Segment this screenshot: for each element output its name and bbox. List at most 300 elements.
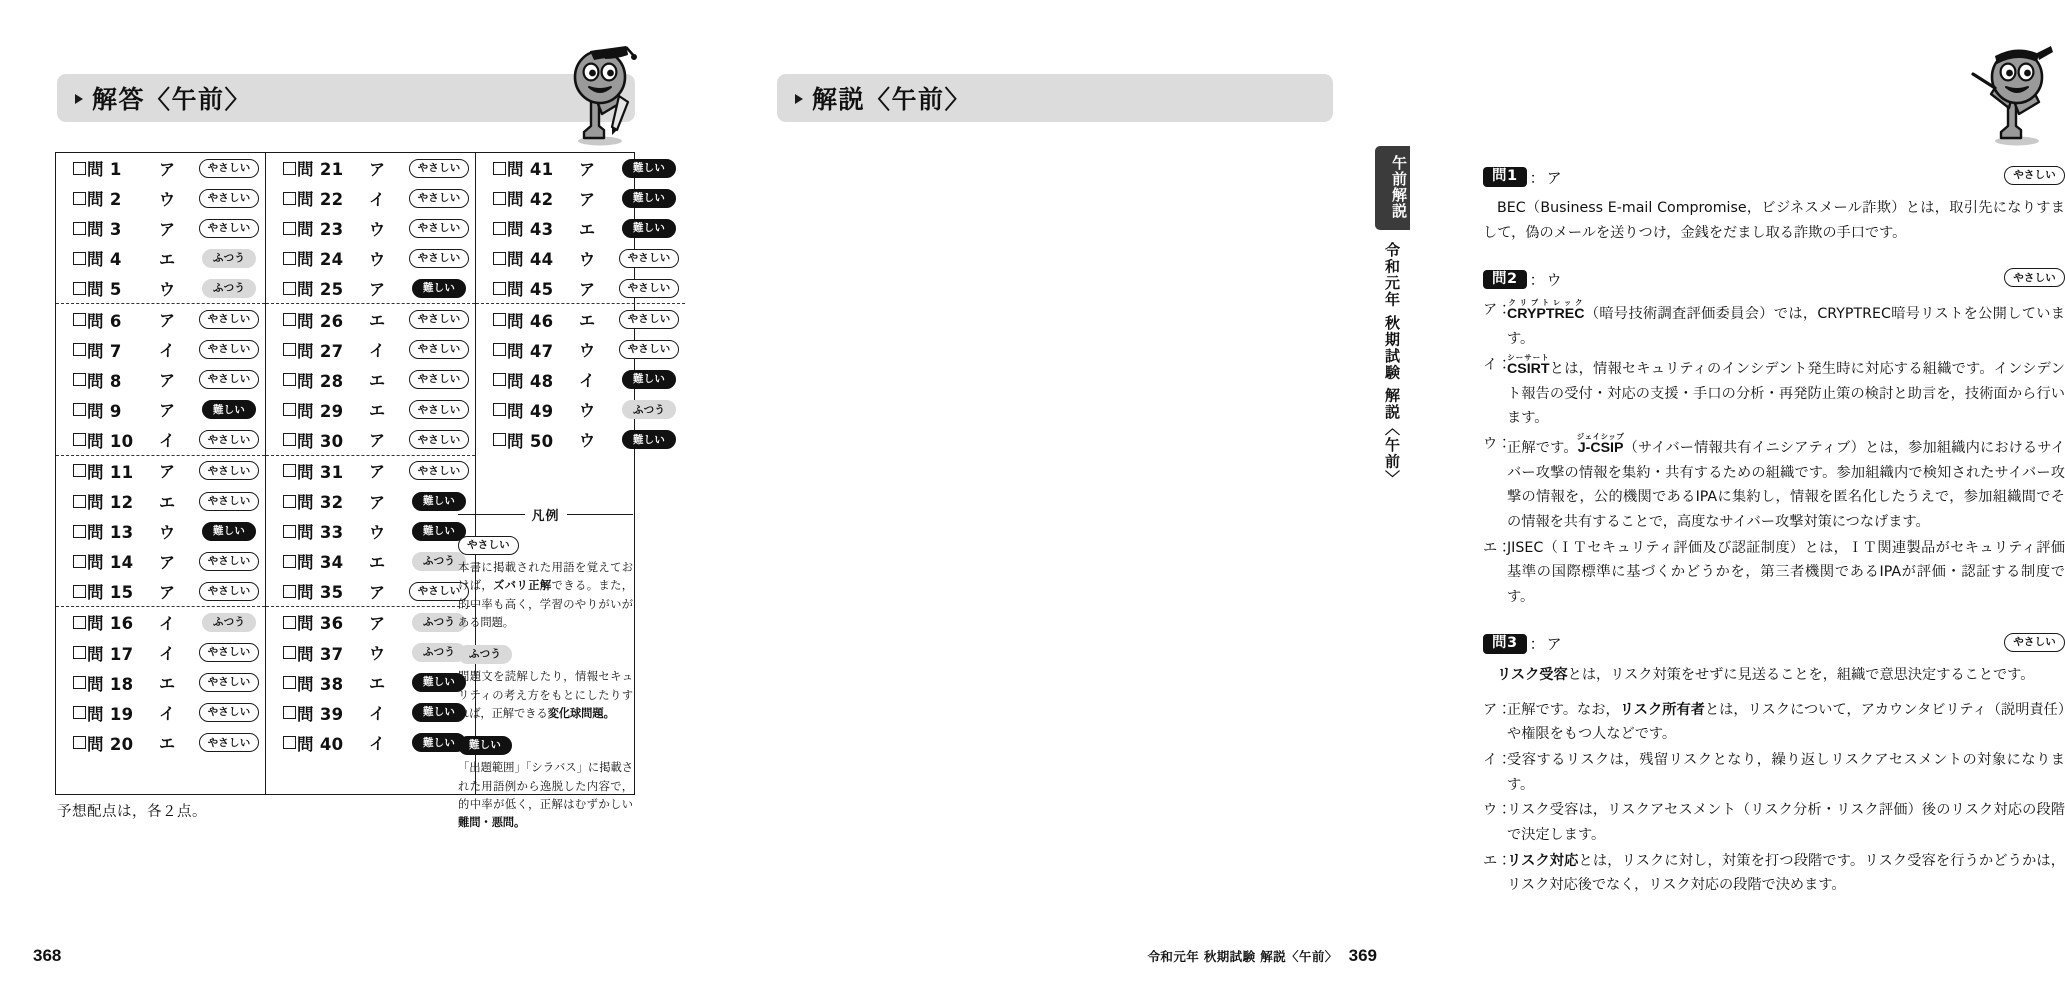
answer-checkbox[interactable] — [493, 282, 506, 295]
answer-checkbox[interactable] — [493, 433, 506, 446]
legend-difficulty-badge: 難しい — [458, 736, 512, 755]
answer-row — [56, 213, 265, 243]
answer-row — [266, 728, 475, 758]
question-number: 問 3 — [87, 220, 122, 240]
answer-checkbox[interactable] — [73, 706, 86, 719]
answer-letter: エ — [368, 674, 385, 694]
answer-letter: エ — [578, 311, 595, 331]
choice-marker: ア： — [1483, 302, 1512, 319]
difficulty-badge: 難しい — [412, 733, 466, 752]
answer-checkbox[interactable] — [493, 252, 506, 265]
question-number: 問 50 — [507, 431, 554, 451]
answer-checkbox[interactable] — [283, 222, 296, 235]
difficulty-badge: やさしい — [199, 673, 260, 692]
answer-checkbox[interactable] — [73, 192, 86, 205]
answer-checkbox[interactable] — [73, 646, 86, 659]
answer-checkbox[interactable] — [73, 736, 86, 749]
choice-marker: ウ： — [1483, 802, 1512, 819]
answer-row — [56, 425, 265, 455]
explanation-block — [1483, 632, 2065, 898]
question-number: 問 15 — [87, 583, 134, 603]
question-number: 問 19 — [87, 704, 134, 724]
explanation-header — [1483, 267, 2065, 291]
difficulty-badge: やさしい — [199, 733, 260, 752]
answer-checkbox[interactable] — [283, 282, 296, 295]
question-number: 問 31 — [297, 462, 344, 482]
difficulty-badge: 難しい — [412, 673, 466, 692]
answer-block — [56, 153, 265, 303]
difficulty-badge-wrap — [613, 340, 685, 359]
answer-checkbox[interactable] — [493, 343, 506, 356]
answer-checkbox[interactable] — [73, 222, 86, 235]
choice-text: リスク受容は，リスクアセスメント（リスク分析・リスク評価）後のリスク対応の段階で決定します。 — [1507, 802, 2065, 844]
question-number: 問 21 — [297, 160, 344, 180]
difficulty-badge: やさしい — [199, 310, 260, 329]
answer-letter: ア — [368, 613, 385, 633]
answer-checkbox[interactable] — [493, 162, 506, 175]
folio-left: 368 — [33, 946, 62, 965]
difficulty-badge-wrap — [403, 249, 475, 268]
answer-row — [56, 456, 265, 486]
answer-checkbox[interactable] — [73, 616, 86, 629]
answer-checkbox[interactable] — [283, 343, 296, 356]
question-number: 問 5 — [87, 280, 122, 300]
answer-block — [476, 153, 685, 303]
correct-answer-letter: ウ — [1546, 270, 1562, 289]
question-number: 問 42 — [507, 190, 554, 210]
question-number: 問 10 — [87, 431, 134, 451]
choice-marker: エ： — [1483, 539, 1512, 556]
difficulty-badge: 難しい — [622, 370, 676, 389]
answer-row — [266, 395, 475, 425]
answer-checkbox[interactable] — [73, 403, 86, 416]
answer-row — [56, 365, 265, 395]
explanation-lead-paragraph: BEC（Business E-mail Compromise，ビジネスメール詐欺）とは，取引先になりすまして，偽のメールを送りつけ，金銭をだまし取る詐欺の手口です。 — [1483, 200, 2065, 241]
legend-heading — [458, 505, 633, 524]
answer-letter: ウ — [578, 249, 595, 269]
difficulty-badge-wrap — [403, 279, 475, 298]
legend-box — [458, 505, 633, 843]
explanation-choice — [1483, 353, 2065, 431]
answer-letter: イ — [158, 613, 175, 633]
explanation-block — [1483, 267, 2065, 609]
explanation-header — [1483, 165, 2065, 189]
choice-text: CRYPTRECクリプトレック（暗号技術調査評価委員会）では，CRYPTREC暗号リストを公開しています。 — [1507, 298, 2065, 348]
answer-row — [266, 486, 475, 516]
answer-letter: ア — [158, 582, 175, 602]
answer-checkbox[interactable] — [283, 616, 296, 629]
difficulty-badge: やさしい — [619, 340, 680, 359]
difficulty-badge: やさしい — [409, 310, 470, 329]
difficulty-badge: 難しい — [412, 279, 466, 298]
answer-checkbox[interactable] — [493, 403, 506, 416]
question-tag: 問3 — [1483, 634, 1527, 654]
answer-row — [476, 273, 685, 303]
difficulty-badge: 難しい — [412, 522, 466, 541]
answer-checkbox[interactable] — [283, 495, 296, 508]
difficulty-badge-wrap — [403, 189, 475, 208]
legend-rule-left — [458, 514, 525, 515]
legend-item-text: 本書に掲載された用語を覚えておけば，ズバリ正解できる。また，的中率も高く，学習のやりがいがある問題。 — [458, 560, 633, 629]
answer-checkbox[interactable] — [73, 162, 86, 175]
answer-letter: ウ — [578, 341, 595, 361]
answer-row — [56, 273, 265, 303]
answer-row — [56, 576, 265, 606]
answer-checkbox[interactable] — [73, 282, 86, 295]
difficulty-badge-wrap — [613, 159, 685, 178]
question-number: 問 11 — [87, 462, 134, 482]
difficulty-badge: 難しい — [622, 189, 676, 208]
answer-checkbox[interactable] — [493, 373, 506, 386]
answer-letter: エ — [368, 311, 385, 331]
question-number: 問 4 — [87, 250, 122, 270]
explanation-choice — [1483, 698, 2065, 747]
side-tab-exam-label: 令和元年 秋期試験 解説〈午前〉 — [1383, 242, 1401, 487]
difficulty-badge: やさしい — [409, 249, 470, 268]
difficulty-badge-wrap — [403, 159, 475, 178]
explanation-difficulty-badge: やさしい — [2004, 633, 2065, 652]
answer-checkbox[interactable] — [73, 676, 86, 689]
difficulty-badge-wrap — [193, 552, 265, 571]
answer-letter: エ — [368, 401, 385, 421]
right-page — [705, 0, 2065, 1000]
question-number: 問 40 — [297, 734, 344, 754]
question-number: 問 37 — [297, 644, 344, 664]
answer-letter: ア — [158, 552, 175, 572]
explanation-block — [1483, 165, 2065, 245]
answer-letter: ア — [368, 279, 385, 299]
answer-row — [56, 728, 265, 758]
answer-checkbox[interactable] — [283, 373, 296, 386]
answer-letter: エ — [158, 734, 175, 754]
difficulty-badge-wrap — [193, 733, 265, 752]
answer-letter: イ — [158, 644, 175, 664]
difficulty-badge: やさしい — [619, 279, 680, 298]
answer-checkbox[interactable] — [283, 646, 296, 659]
left-page — [0, 0, 705, 1000]
question-number: 問 33 — [297, 523, 344, 543]
answer-row — [266, 365, 475, 395]
difficulty-badge-wrap — [403, 340, 475, 359]
answer-letter: ア — [368, 462, 385, 482]
answer-letter: エ — [158, 249, 175, 269]
answer-letter: ア — [158, 311, 175, 331]
answer-checkbox[interactable] — [73, 373, 86, 386]
legend-rule-right — [567, 514, 634, 515]
question-number: 問 25 — [297, 280, 344, 300]
difficulty-badge-wrap — [193, 522, 265, 541]
difficulty-badge-wrap — [193, 400, 265, 419]
answer-checkbox[interactable] — [283, 706, 296, 719]
question-number: 問 28 — [297, 371, 344, 391]
answer-checkbox[interactable] — [283, 252, 296, 265]
answer-letter: イ — [578, 371, 595, 391]
difficulty-badge: やさしい — [199, 552, 260, 571]
difficulty-badge-wrap — [193, 340, 265, 359]
answer-row — [56, 668, 265, 698]
difficulty-badge-wrap — [193, 461, 265, 480]
legend-item-text: 「出題範囲」「シラバス」に掲載された用語例から逸脱した内容で，的中率が低く，正解はむずかしい難問・悪問。 — [458, 761, 633, 830]
answer-letter: ウ — [158, 189, 175, 209]
question-number: 問 1 — [87, 160, 122, 180]
answer-letter: ア — [578, 159, 595, 179]
answer-letter: ア — [158, 462, 175, 482]
answer-row — [56, 395, 265, 425]
answer-checkbox[interactable] — [73, 495, 86, 508]
question-number: 問 45 — [507, 280, 554, 300]
answer-checkbox[interactable] — [73, 313, 86, 326]
answer-row — [266, 273, 475, 303]
answer-checkbox[interactable] — [283, 585, 296, 598]
answer-checkbox[interactable] — [283, 525, 296, 538]
difficulty-badge-wrap — [193, 189, 265, 208]
answer-row — [266, 516, 475, 546]
answer-letter: ア — [368, 431, 385, 451]
answer-row — [266, 304, 475, 334]
difficulty-badge: 難しい — [622, 430, 676, 449]
explanation-choice — [1483, 849, 2065, 898]
answer-row — [266, 183, 475, 213]
answer-checkbox[interactable] — [283, 555, 296, 568]
question-number: 問 27 — [297, 341, 344, 361]
legend-item — [458, 533, 633, 632]
difficulty-badge: やさしい — [619, 249, 680, 268]
difficulty-badge-wrap — [403, 400, 475, 419]
answer-checkbox[interactable] — [73, 525, 86, 538]
legend-difficulty-badge: ふつう — [458, 645, 512, 664]
mascot-headband-pointer-icon — [1967, 42, 2063, 147]
answer-letter: ア — [578, 279, 595, 299]
difficulty-badge-wrap — [613, 189, 685, 208]
difficulty-badge: やさしい — [409, 461, 470, 480]
difficulty-badge: やさしい — [199, 461, 260, 480]
answer-checkbox[interactable] — [283, 676, 296, 689]
answer-checkbox[interactable] — [73, 555, 86, 568]
choice-text: 正解です。なお，リスク所有者とは，リスクについて，アカウンタビリティ（説明責任）や権限をもつ人などです。 — [1507, 701, 2065, 743]
triangle-bullet-icon — [75, 94, 83, 104]
answer-row — [56, 486, 265, 516]
difficulty-badge-wrap — [613, 310, 685, 329]
explanation-lead-paragraph: リスク受容とは，リスク対策をせずに見送ることを，組織で意思決定することです。 — [1497, 666, 2035, 683]
choice-text: 正解です。J-CSIPジェイシップ（サイバー情報共有イニシアティブ）とは，参加組織内におけるサイバー攻撃の情報を集約・共有するための組織です。参加組織内で検知されたサイバー攻撃の情報を，公的機関であるIPAに集約し，情報を匿名化したうえで，参加組織間でその情報を共有することで，高度なサイバー攻撃対策につなげます。 — [1507, 431, 2065, 531]
question-tag: 問1 — [1483, 167, 1527, 187]
answer-row — [266, 425, 475, 455]
answer-row — [476, 304, 685, 334]
difficulty-badge: 難しい — [622, 159, 676, 178]
difficulty-badge-wrap — [613, 430, 685, 449]
answer-letter: イ — [368, 734, 385, 754]
question-number: 問 47 — [507, 341, 554, 361]
answer-letter: ア — [158, 219, 175, 239]
question-number: 問 16 — [87, 614, 134, 634]
answer-row — [56, 516, 265, 546]
answer-row — [476, 213, 685, 243]
difficulty-badge-wrap — [613, 370, 685, 389]
difficulty-badge-wrap — [613, 400, 685, 419]
difficulty-badge: 難しい — [412, 492, 466, 511]
answer-row — [56, 243, 265, 273]
question-number: 問 39 — [297, 704, 344, 724]
question-colon: ： — [1529, 168, 1545, 187]
answer-row — [266, 546, 475, 576]
answer-letter: ア — [368, 492, 385, 512]
folio-right — [1148, 946, 1377, 966]
difficulty-badge-wrap — [403, 219, 475, 238]
answer-row — [476, 335, 685, 365]
answer-letter: イ — [368, 189, 385, 209]
difficulty-badge-wrap — [403, 370, 475, 389]
difficulty-badge-wrap — [193, 673, 265, 692]
explanation-choice — [1483, 432, 2065, 535]
difficulty-badge-wrap — [193, 159, 265, 178]
question-number: 問 35 — [297, 583, 344, 603]
difficulty-badge: ふつう — [412, 552, 466, 571]
ruby-annotated-term: CSIRTシーサート — [1507, 352, 1550, 377]
answer-row — [266, 213, 475, 243]
answer-block — [56, 303, 265, 454]
difficulty-badge: ふつう — [412, 643, 466, 662]
choice-marker: イ： — [1483, 356, 1512, 373]
question-number: 問 18 — [87, 674, 134, 694]
answer-checkbox[interactable] — [283, 192, 296, 205]
difficulty-badge-wrap — [193, 582, 265, 601]
question-number: 問 36 — [297, 614, 344, 634]
answer-checkbox[interactable] — [493, 192, 506, 205]
choice-marker: ア： — [1483, 701, 1512, 718]
answer-column-2 — [265, 153, 475, 794]
question-number: 問 22 — [297, 190, 344, 210]
explanation-header — [1483, 632, 2065, 656]
answer-checkbox[interactable] — [283, 162, 296, 175]
ruby-annotated-term: J-CSIPジェイシップ — [1576, 431, 1625, 456]
question-number: 問 20 — [87, 734, 134, 754]
answer-checkbox[interactable] — [73, 343, 86, 356]
answer-checkbox[interactable] — [493, 313, 506, 326]
difficulty-badge: 難しい — [622, 219, 676, 238]
difficulty-badge-wrap — [403, 430, 475, 449]
difficulty-badge: やさしい — [409, 400, 470, 419]
difficulty-badge: やさしい — [409, 430, 470, 449]
answer-checkbox[interactable] — [493, 222, 506, 235]
difficulty-badge-wrap — [193, 249, 265, 268]
answer-row — [476, 183, 685, 213]
question-number: 問 34 — [297, 553, 344, 573]
answer-letter: エ — [368, 552, 385, 572]
choice-marker: ウ： — [1483, 435, 1512, 452]
mascot-graduate-pencil-icon — [548, 42, 644, 147]
difficulty-badge: やさしい — [199, 159, 260, 178]
answer-letter: イ — [158, 704, 175, 724]
answer-letter: ア — [578, 189, 595, 209]
answer-checkbox[interactable] — [73, 433, 86, 446]
folio-right-text: 令和元年 秋期試験 解説〈午前〉 — [1147, 949, 1338, 964]
answer-row — [56, 638, 265, 668]
difficulty-badge: ふつう — [202, 279, 256, 298]
difficulty-badge: やさしい — [199, 582, 260, 601]
answers-banner-title: 解答〈午前〉 — [92, 85, 252, 114]
answer-checkbox[interactable] — [283, 313, 296, 326]
answer-checkbox[interactable] — [283, 736, 296, 749]
difficulty-badge-wrap — [613, 219, 685, 238]
difficulty-badge: やさしい — [199, 703, 260, 722]
legend-item — [458, 733, 633, 832]
folio-right-number: 369 — [1348, 946, 1377, 965]
explanation-choice — [1483, 298, 2065, 351]
difficulty-badge: ふつう — [622, 400, 676, 419]
difficulty-badge: やさしい — [409, 370, 470, 389]
answer-letter: エ — [158, 492, 175, 512]
question-number: 問 8 — [87, 371, 122, 391]
explanations-banner-title: 解説〈午前〉 — [812, 85, 972, 114]
legend-difficulty-badge: やさしい — [458, 536, 519, 555]
answer-letter: ウ — [368, 644, 385, 664]
question-number: 問 38 — [297, 674, 344, 694]
answer-checkbox[interactable] — [73, 252, 86, 265]
question-number: 問 30 — [297, 431, 344, 451]
explanations-banner — [777, 74, 1333, 122]
answer-column-1 — [56, 153, 265, 794]
answer-row — [266, 576, 475, 606]
answer-letter: ウ — [578, 431, 595, 451]
question-colon: ： — [1529, 270, 1545, 289]
difficulty-badge: やさしい — [199, 492, 260, 511]
question-number: 問 49 — [507, 401, 554, 421]
answer-checkbox[interactable] — [73, 585, 86, 598]
answer-row — [56, 335, 265, 365]
legend-item — [458, 642, 633, 723]
difficulty-badge-wrap — [193, 279, 265, 298]
answer-block — [266, 455, 475, 606]
question-number: 問 43 — [507, 220, 554, 240]
choice-text: 受容するリスクは，残留リスクとなり，繰り返しリスクアセスメントの対象になります。 — [1507, 751, 2065, 793]
difficulty-badge: 難しい — [202, 522, 256, 541]
question-number: 問 7 — [87, 341, 122, 361]
difficulty-badge-wrap — [403, 461, 475, 480]
answer-checkbox[interactable] — [73, 464, 86, 477]
choice-marker: エ： — [1483, 852, 1512, 869]
answer-checkbox[interactable] — [283, 433, 296, 446]
answer-block — [56, 455, 265, 606]
answer-row — [56, 153, 265, 183]
answer-letter: ウ — [368, 219, 385, 239]
difficulty-badge: やさしい — [199, 643, 260, 662]
answer-letter: ア — [158, 371, 175, 391]
question-colon: ： — [1529, 635, 1545, 654]
answer-checkbox[interactable] — [283, 464, 296, 477]
answer-row — [56, 607, 265, 637]
answer-letter: ウ — [158, 279, 175, 299]
answer-row — [476, 243, 685, 273]
difficulty-badge: やさしい — [409, 219, 470, 238]
answer-letter: ウ — [368, 522, 385, 542]
triangle-bullet-icon — [795, 94, 803, 104]
question-number: 問 41 — [507, 160, 554, 180]
difficulty-badge: やさしい — [409, 159, 470, 178]
answer-letter: ウ — [158, 522, 175, 542]
answer-row — [476, 153, 685, 183]
choice-text: JISEC（ＩＴセキュリティ評価及び認証制度）とは，ＩＴ関連製品がセキュリティ評価基準の国際標準に基づくかどうかを，第三者機関であるIPAが評価・認証する制度です。 — [1507, 539, 2065, 606]
question-number: 問 46 — [507, 311, 554, 331]
question-number: 問 17 — [87, 644, 134, 664]
choice-text: リスク対応とは，リスクに対し，対策を打つ段階です。リスク受容を行うかどうかは，リスク対応後でなく，リスク対応の段階で決めます。 — [1507, 852, 2065, 894]
answer-letter: イ — [158, 341, 175, 361]
answer-row — [266, 607, 475, 637]
question-tag: 問2 — [1483, 270, 1527, 290]
answer-checkbox[interactable] — [283, 403, 296, 416]
side-tab — [1375, 146, 1410, 486]
answer-block — [266, 303, 475, 454]
legend-item-text: 問題文を読解したり，情報セキュリティの考え方をもとにしたりすれば，正解できる変化球問題。 — [458, 670, 633, 720]
